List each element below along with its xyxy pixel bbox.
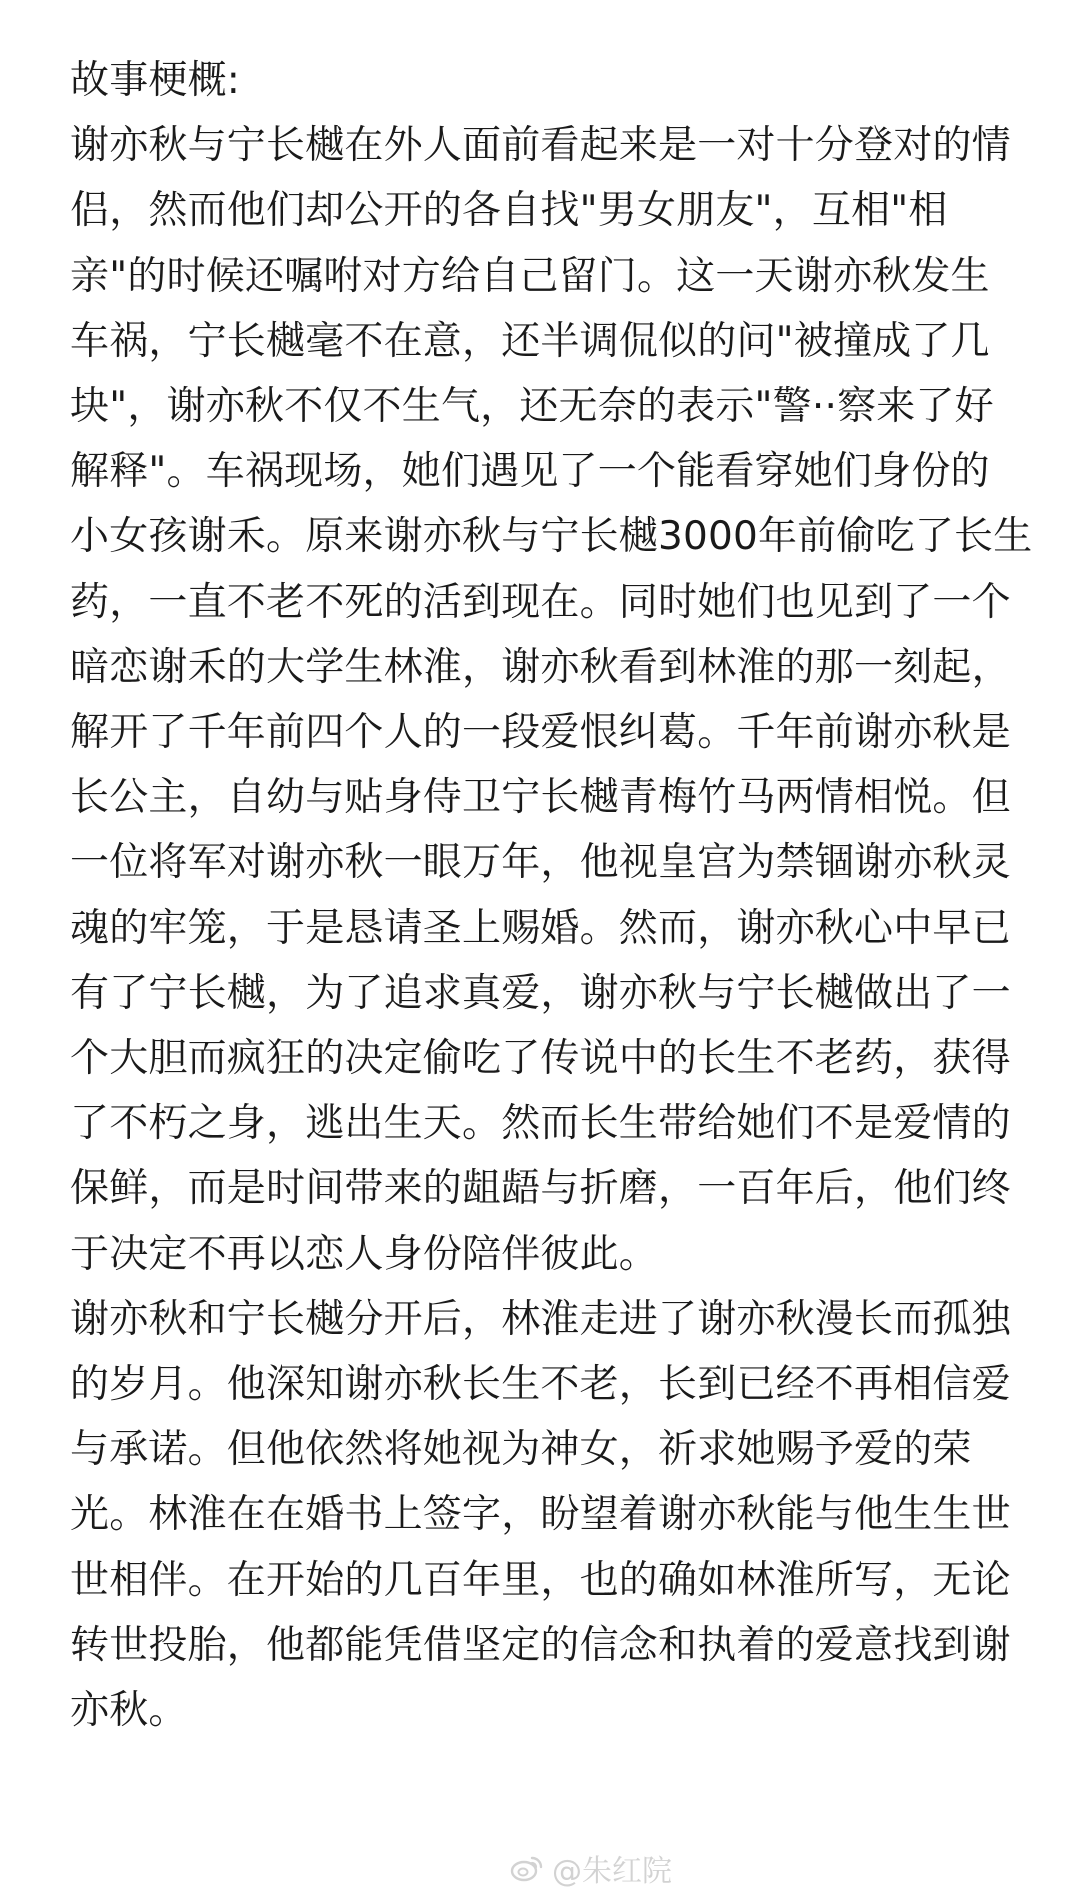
doc-line: 的岁月。他深知谢亦秋长生不老，长到已经不再相信爱 (70, 1362, 1011, 1408)
doc-line: 了不朽之身，逃出生天。然而长生带给她们不是爱情的 (70, 1101, 1011, 1147)
watermark-text: @朱红院 (552, 1854, 672, 1889)
story-document (70, 48, 1033, 1743)
doc-line: 魂的牢笼，于是恳请圣上赐婚。然而，谢亦秋心中早已 (70, 905, 1011, 951)
doc-line: 保鲜，而是时间带来的龃龉与折磨，一百年后，他们终 (70, 1166, 1011, 1212)
doc-line: 谢亦秋和宁长樾分开后，林淮走进了谢亦秋漫长而孤独 (70, 1296, 1011, 1342)
doc-line: 谢亦秋与宁长樾在外人面前看起来是一对十分登对的情 (70, 123, 1011, 169)
doc-line: 亲"的时候还嘱咐对方给自己留门。这一天谢亦秋发生 (70, 253, 990, 299)
doc-line: 车祸，宁长樾毫不在意，还半调侃似的问"被撞成了几 (70, 318, 990, 364)
doc-line: 一位将军对谢亦秋一眼万年，他视皇宫为禁锢谢亦秋灵 (70, 840, 1011, 886)
doc-line: 于决定不再以恋人身份陪伴彼此。 (70, 1231, 659, 1277)
doc-line: 世相伴。在开始的几百年里，也的确如林淮所写，无论 (70, 1557, 1011, 1603)
doc-line: 亦秋。 (70, 1688, 188, 1734)
doc-line: 解开了千年前四个人的一段爱恨纠葛。千年前谢亦秋是 (70, 710, 1011, 756)
doc-line: 与承诺。但他依然将她视为神女，祈求她赐予爱的荣 (70, 1427, 972, 1473)
doc-line: 有了宁长樾，为了追求真爱，谢亦秋与宁长樾做出了一 (70, 970, 1011, 1016)
doc-line: 解释"。车祸现场，她们遇见了一个能看穿她们身份的 (70, 449, 990, 495)
doc-line: 转世投胎，他都能凭借坚定的信念和执着的爱意找到谢 (70, 1622, 1011, 1668)
doc-line: 个大胆而疯狂的决定偷吃了传说中的长生不老药，获得 (70, 1036, 1011, 1082)
weibo-icon (510, 1854, 544, 1882)
doc-line: 故事梗概: (70, 58, 241, 103)
doc-line: 块"，谢亦秋不仅不生气，还无奈的表示"警··察来了好 (70, 384, 994, 430)
doc-line: 侣，然而他们却公开的各自找"男女朋友"，互相"相 (70, 188, 948, 234)
doc-line: 药，一直不老不死的活到现在。同时她们也见到了一个 (70, 579, 1011, 625)
doc-line: 小女孩谢禾。原来谢亦秋与宁长樾3000年前偷吃了长生 (70, 514, 1033, 560)
doc-line: 暗恋谢禾的大学生林淮，谢亦秋看到林淮的那一刻起， (70, 644, 1011, 690)
watermark (510, 1846, 672, 1890)
doc-line: 光。林淮在在婚书上签字，盼望着谢亦秋能与他生生世 (70, 1492, 1011, 1538)
doc-line: 长公主，自幼与贴身侍卫宁长樾青梅竹马两情相悦。但 (70, 775, 1011, 821)
